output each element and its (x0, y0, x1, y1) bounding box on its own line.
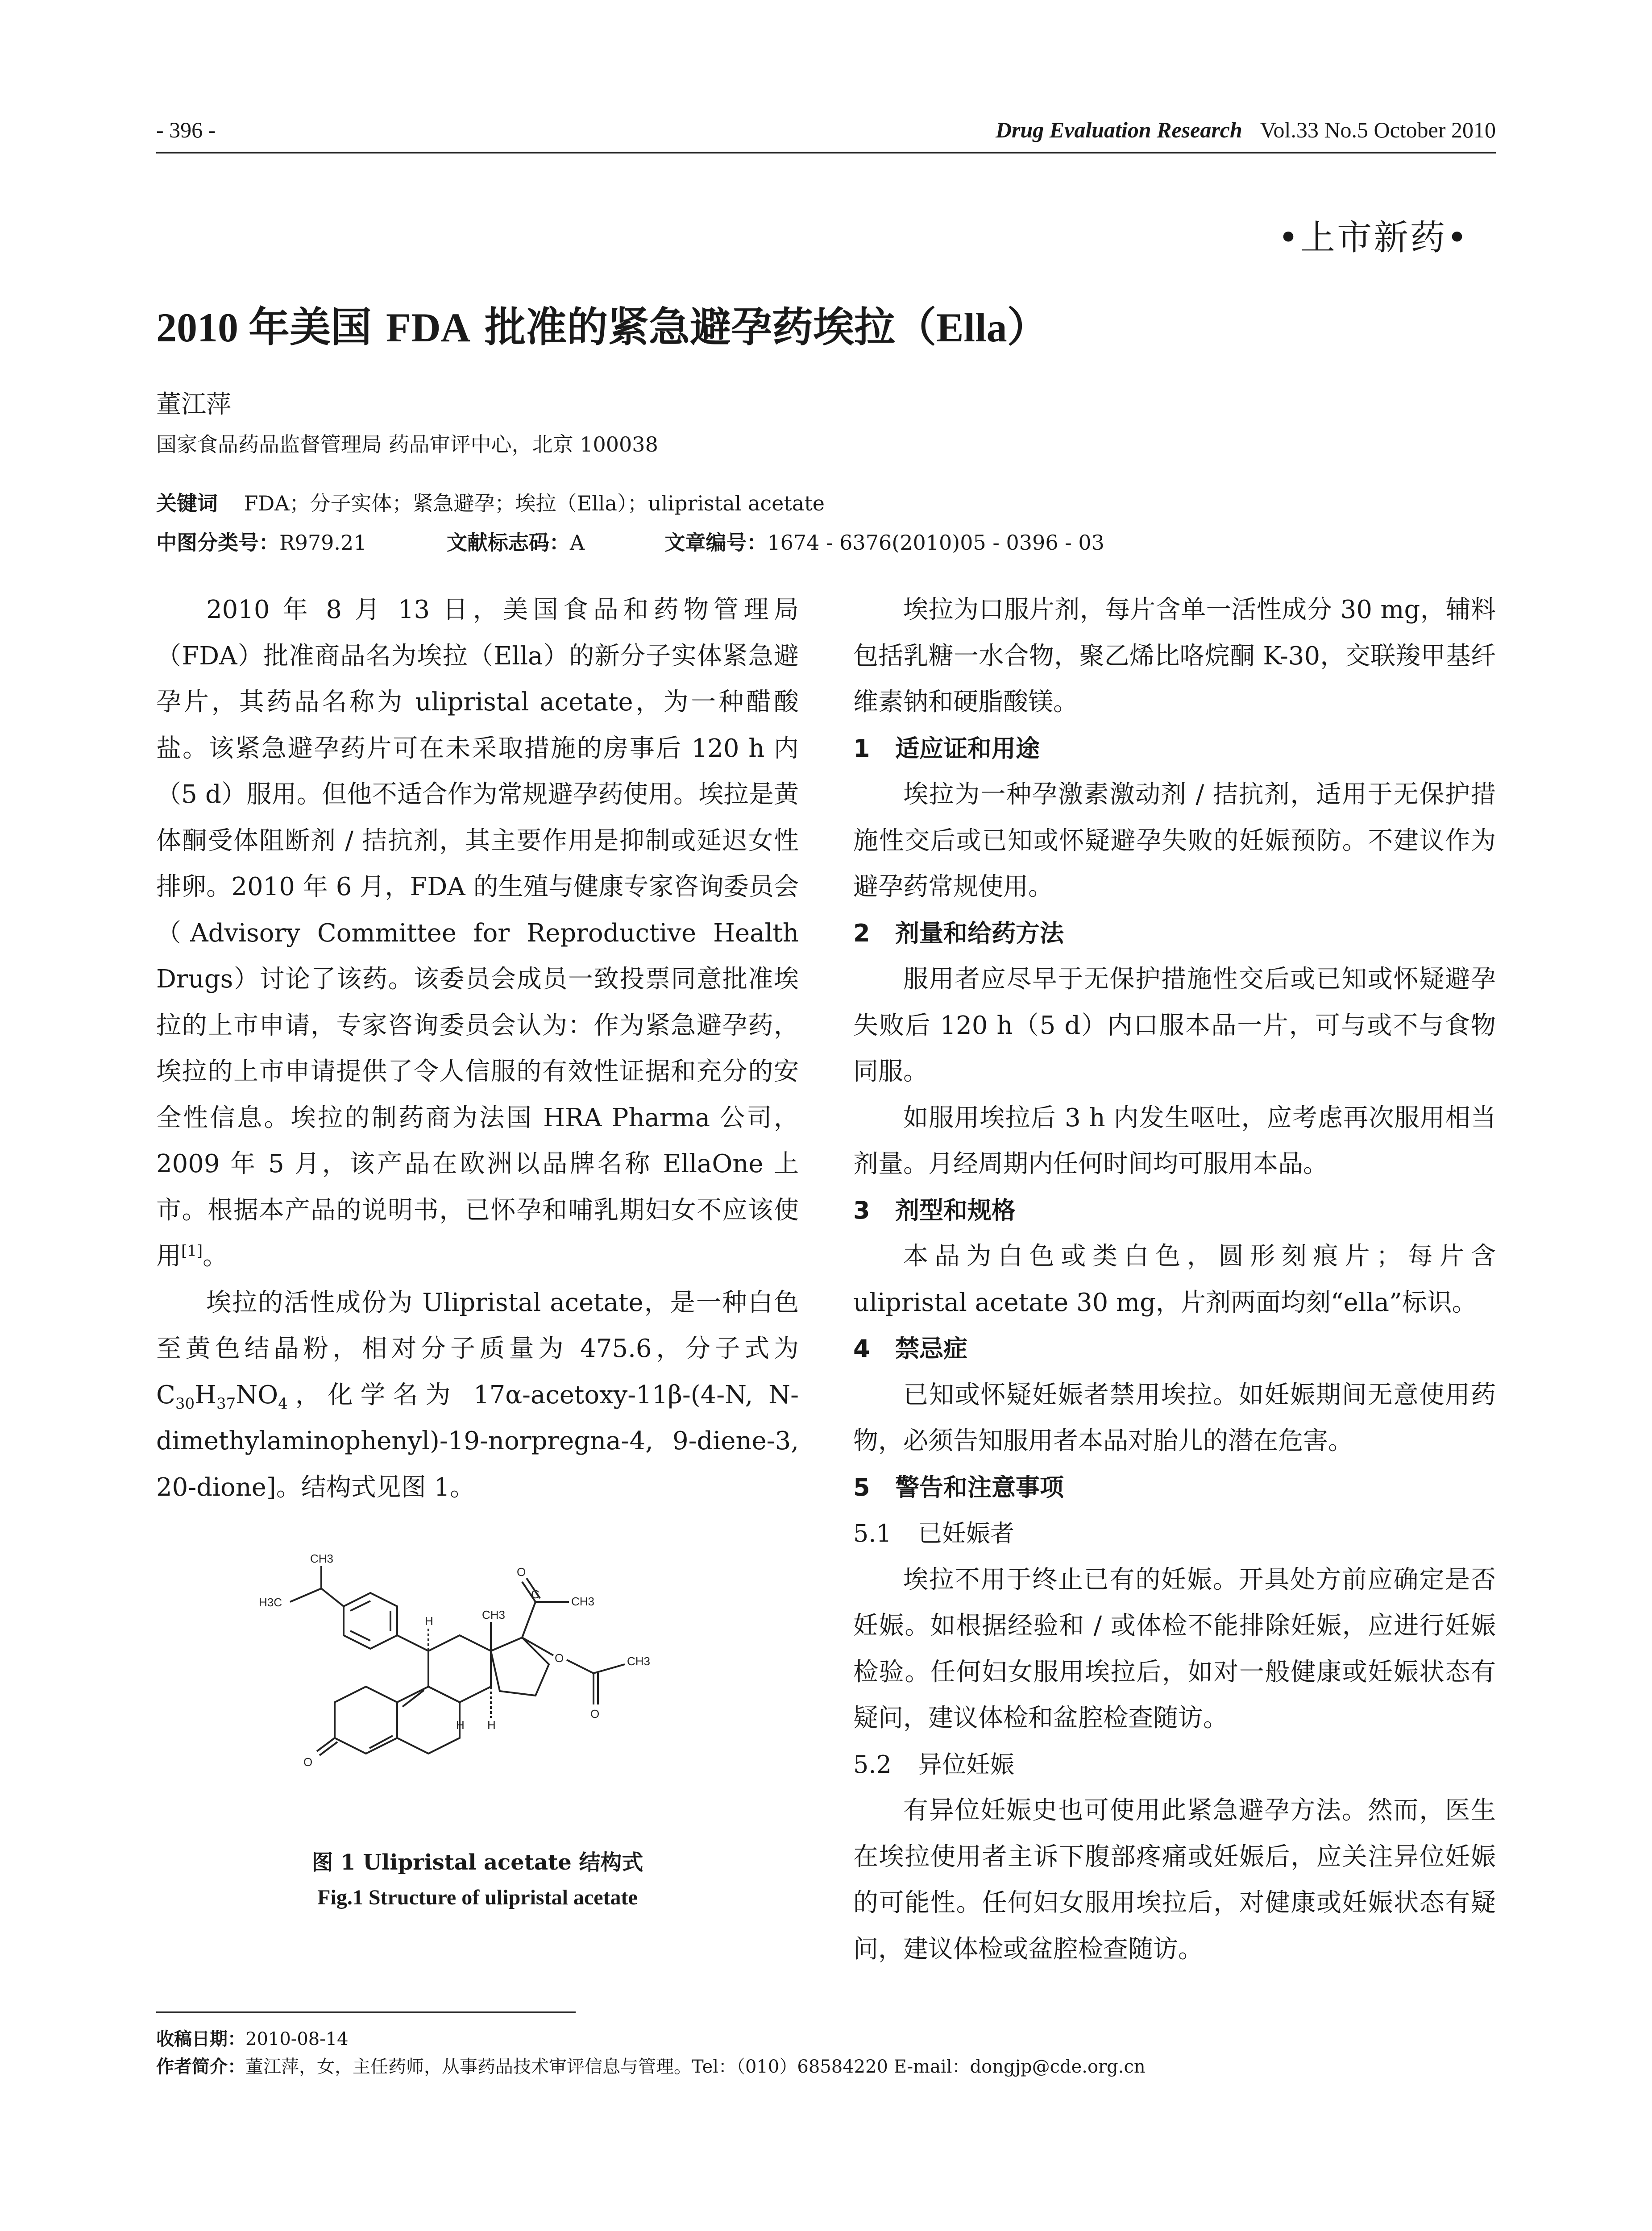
right-column (853, 587, 1496, 1972)
oxygen-label: O (517, 1565, 526, 1579)
title-fda: FDA (386, 305, 471, 350)
paragraph (156, 1280, 799, 1511)
subsection-heading (853, 1510, 1496, 1557)
header-rule (156, 152, 1496, 153)
affiliation: 国家食品药品监督管理局 药品审评中心，北京 100038 (156, 432, 658, 456)
section-title: 禁忌症 (895, 1335, 967, 1363)
section-title: 剂型和规格 (895, 1196, 1016, 1224)
title-year: 2010 (156, 305, 249, 350)
received-date (156, 2025, 349, 2050)
article-number-value: 1674 - 6376(2010)05 - 0396 - 03 (767, 531, 1104, 555)
paragraph: 本品为白色或类白色，圆形刻痕片；每片含 ulipristal acetate 30 mg，片剂两面均刻“ella”标识。 (853, 1242, 1496, 1317)
carbon-label: C (531, 1588, 540, 1601)
oxygen-label: O (303, 1755, 313, 1769)
paragraph: 埃拉为一种孕激素激动剂 / 拮抗剂，适用于无保护措施性交后或已知或怀疑避孕失败的妊娠预防。不建议作为避孕药常规使用。 (853, 780, 1496, 901)
subsection-number: 5.1 (853, 1519, 892, 1547)
formula-subscript: 37 (216, 1394, 236, 1413)
ch3-label: CH3 (627, 1655, 651, 1668)
section-number: 3 (853, 1196, 870, 1224)
clc-value: R979.21 (279, 531, 367, 555)
title-part: ） (1007, 303, 1048, 351)
page-number: - 396 - (156, 117, 216, 142)
paragraph-text: ，化学名为 17α-acetoxy-11β-(4-N, N-dimethylaminophenyl)-19-norpregna-4, 9-diene-3, 20-dione]。结构式见图 1。 (156, 1380, 799, 1502)
footnote-rule (156, 2011, 576, 2013)
paragraph: 有异位妊娠史也可使用此紧急避孕方法。然而，医生在埃拉使用者主诉下腹部疼痛或妊娠后，应关注异位妊娠的可能性。任何妇女服用埃拉后，对健康或妊娠状态有疑问，建议体检或盆腔检查随访。 (853, 1796, 1496, 1964)
h3c-label: H3C (259, 1596, 282, 1609)
author-name: 董江萍 (156, 390, 231, 419)
subsection-heading (853, 1742, 1496, 1788)
keywords-label: 关键词 (156, 491, 218, 515)
author-info-label: 作者简介： (156, 2057, 245, 2077)
section-title: 警告和注意事项 (895, 1473, 1064, 1501)
author-info (156, 2053, 1146, 2078)
title-part: 批准的紧急避孕药埃拉（ (470, 303, 937, 351)
article-title (156, 294, 1048, 353)
structure-figure (250, 1548, 718, 1834)
journal-name: Drug Evaluation Research (995, 117, 1242, 142)
keywords-text: FDA；分子实体；紧急避孕；埃拉（Ella）；ulipristal acetate (244, 491, 825, 515)
author-info-text: 董江萍，女，主任药师，从事药品技术审评信息与管理。Tel：（010）68584220 E-mail：dongjp@cde.org.cn (245, 2057, 1146, 2077)
doc-code-label: 文献标志码： (446, 531, 570, 555)
section-number: 5 (853, 1473, 870, 1501)
formula-subscript: 4 (278, 1394, 288, 1413)
left-column (156, 587, 799, 1510)
figure-caption-cn: 图 1 Ulipristal acetate 结构式 (311, 1850, 643, 1875)
section-heading (853, 1326, 1496, 1372)
h-label: H (425, 1614, 433, 1628)
oxygen-label: O (555, 1651, 564, 1665)
title-ella: Ella (936, 305, 1007, 350)
paragraph: 服用者应尽早于无保护措施性交后或已知或怀疑避孕失败后 120 h（5 d）内口服本品一片，可与或不与食物同服。 (853, 965, 1496, 1086)
paragraph-text: 埃拉的活性成份为 Ulipristal acetate，是一种白色至黄色结晶粉，相对分子质量为 475.6，分子式为 C (156, 1288, 799, 1410)
subsection-title: 已妊娠者 (918, 1519, 1014, 1547)
paragraph: 埃拉为口服片剂，每片含单一活性成分 30 mg，辅料包括乳糖一水合物，聚乙烯比咯烷酮 K-30，交联羧甲基纤维素钠和硬脂酸镁。 (853, 595, 1496, 717)
received-value: 2010-08-14 (245, 2029, 349, 2049)
paragraph: 如服用埃拉后 3 h 内发生呕吐，应考虑再次服用相当剂量。月经周期内任何时间均可服用本品。 (853, 1103, 1496, 1178)
section-heading (853, 1464, 1496, 1511)
formula-text: NO (236, 1380, 278, 1410)
paragraph: 埃拉不用于终止已有的妊娠。开具处方前应确定是否妊娠。如根据经验和 / 或体检不能排除妊娠，应进行妊娠检验。任何妇女服用埃拉后，如对一般健康或妊娠状态有疑问，建议体检和盆腔检查随访。 (853, 1565, 1496, 1733)
formula-text: H (195, 1380, 216, 1410)
paragraph-text: 。 (203, 1242, 228, 1271)
section-tag: •上市新药• (1278, 218, 1469, 258)
title-part: 年美国 (249, 303, 386, 351)
article-number-label: 文章编号： (664, 531, 768, 555)
section-heading (853, 1187, 1496, 1234)
ch3-label: CH3 (310, 1552, 334, 1565)
paragraph-text: 2010 年 8 月 13 日，美国食品和药物管理局（FDA）批准商品名为埃拉（Ella）的新分子实体紧急避孕片，其药品名称为 ulipristal acetate，为一种醋酸盐。该紧急避孕药片可在未采取措施的房事后 120 h 内（5 d）服用。但他不适合作为常规避孕药使用。埃拉是黄体酮受体阻断剂 / 拮抗剂，其主要作用是抑制或延迟女性排卵。2010 年 6 月，FDA 的生殖与健康专家咨询委员会（Advisory Committee for Reproductive Health Drugs）讨论了该药。该委员会成员一致投票同意批准埃拉的上市申请，专家咨询委员会认为：作为紧急避孕药，埃拉的上市申请提供了令人信服的有效性证据和充分的安全性信息。埃拉的制药商为法国 HRA Pharma 公司，2009 年 5 月，该产品在欧洲以品牌名称 EllaOne 上市。根据本产品的说明书，已怀孕和哺乳期妇女不应该使用 (156, 595, 799, 1271)
paragraph: 已知或怀疑妊娠者禁用埃拉。如妊娠期间无意使用药物，必须告知服用者本品对胎儿的潜在危害。 (853, 1380, 1496, 1456)
section-number: 4 (853, 1335, 870, 1363)
section-title: 适应证和用途 (895, 734, 1040, 763)
subsection-number: 5.2 (853, 1750, 892, 1779)
subsection-title: 异位妊娠 (918, 1750, 1014, 1779)
paragraph (156, 587, 799, 1280)
journal-issue: Vol.33 No.5 October 2010 (1260, 117, 1496, 142)
section-title: 剂量和给药方法 (895, 919, 1064, 947)
section-number: 1 (853, 734, 870, 763)
figure-caption-en: Fig.1 Structure of ulipristal acetate (317, 1886, 638, 1909)
citation-ref[interactable]: [1] (181, 1242, 203, 1260)
clc-label: 中图分类号： (156, 531, 279, 555)
running-header (996, 117, 1496, 143)
formula-subscript: 30 (175, 1394, 195, 1413)
ch3-label: CH3 (571, 1595, 595, 1608)
keywords (156, 487, 825, 517)
classification-line (156, 527, 1104, 556)
h-label: H (456, 1718, 465, 1732)
doc-code-value: A (569, 531, 585, 555)
chemical-structure-diagram (250, 1548, 718, 1834)
received-label: 收稿日期： (156, 2029, 245, 2049)
section-heading (853, 726, 1496, 772)
section-heading (853, 910, 1496, 957)
section-number: 2 (853, 919, 870, 947)
ch3-label: CH3 (482, 1608, 506, 1621)
oxygen-label: O (590, 1707, 600, 1721)
h-label: H (487, 1718, 496, 1732)
